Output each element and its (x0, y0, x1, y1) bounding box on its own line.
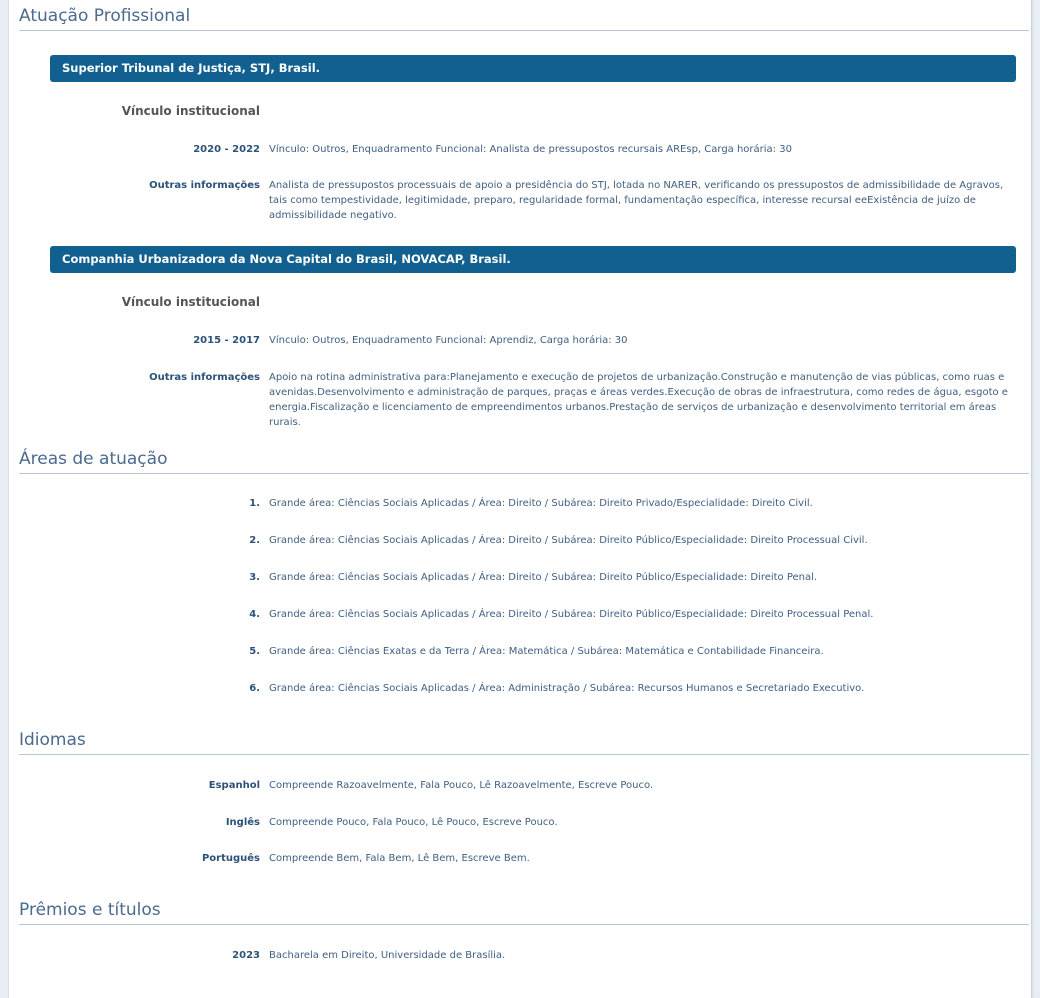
outras-text: Analista de pressupostos processuais de apoio a presidência do STJ, lotada no NARER, verificando os pressupostos de admissibilidade de Agravos, tais como tempestividade, legitimidade, preparo, regularidade formal, fundamentação específica, interesse recursal eeExistência de juízo de admissibilidade negativo. (269, 180, 1004, 221)
list-item-number: 3. (249, 572, 260, 583)
language-proficiency: Compreende Pouco, Fala Pouco, Lê Pouco, Escreve Pouco. (269, 817, 558, 828)
section-title-areas: Áreas de atuação (19, 448, 1029, 474)
award-text: Bacharela em Direito, Universidade de Brasília. (269, 950, 506, 961)
period-label: 2015 - 2017 (193, 335, 260, 346)
outras-label: Outras informações (149, 372, 260, 383)
list-item-number: 6. (249, 683, 260, 694)
section-title-premios: Prêmios e títulos (19, 899, 1029, 925)
language-name: Inglês (225, 817, 260, 828)
curriculum-page (8, 0, 1032, 998)
outras-text: Apoio na rotina administrativa para:Planejamento e execução de projetos de urbanização.Construção e manutenção de vias públicas, como ruas e avenidas.Desenvolvimento e administração de parques, praças e áreas verdes.Execução de obras de infraestrutura, como redes de água, esgoto e energia.Fiscalização e licenciamento de empreendimentos urbanos.Prestação de serviços de urbanização e desenvolvimento territorial em áreas rurais. (269, 372, 1008, 428)
vinculo-text: Vínculo: Outros, Enquadramento Funcional: Aprendiz, Carga horária: 30 (269, 335, 628, 346)
list-item-number: 4. (249, 609, 260, 620)
vinculo-label: Vínculo institucional (121, 104, 260, 118)
list-item-text: Grande área: Ciências Sociais Aplicadas / Área: Direito / Subárea: Direito Público/Especialidade: Direito Penal. (269, 572, 818, 583)
period-label: 2020 - 2022 (193, 144, 260, 155)
list-item-text: Grande área: Ciências Sociais Aplicadas / Área: Direito / Subárea: Direito Público/Especialidade: Direito Processual Penal. (269, 609, 874, 620)
institution-header-novacap: Companhia Urbanizadora da Nova Capital do Brasil, NOVACAP, Brasil. (50, 246, 1016, 273)
institution-header-stj: Superior Tribunal de Justiça, STJ, Brasil. (50, 55, 1016, 82)
language-name: Português (201, 853, 260, 864)
section-title-idiomas: Idiomas (19, 729, 1029, 755)
list-item-text: Grande área: Ciências Sociais Aplicadas / Área: Direito / Subárea: Direito Público/Especialidade: Direito Processual Civil. (269, 535, 868, 546)
list-item-text: Grande área: Ciências Sociais Aplicadas / Área: Direito / Subárea: Direito Privado/Especialidade: Direito Civil. (269, 498, 813, 509)
outras-label: Outras informações (149, 180, 260, 191)
language-name: Espanhol (208, 780, 260, 791)
list-item-number: 5. (249, 646, 260, 657)
list-item-number: 1. (249, 498, 260, 509)
list-item-text: Grande área: Ciências Sociais Aplicadas / Área: Administração / Subárea: Recursos Humanos e Secretariado Executivo. (269, 683, 865, 694)
section-title-atuacao: Atuação Profissional (19, 5, 1029, 31)
vinculo-label: Vínculo institucional (121, 295, 260, 309)
list-item-number: 2. (249, 535, 260, 546)
vinculo-text: Vínculo: Outros, Enquadramento Funcional: Analista de pressupostos recursais AREsp, Carga horária: 30 (269, 144, 792, 155)
language-proficiency: Compreende Razoavelmente, Fala Pouco, Lê Razoavelmente, Escreve Pouco. (269, 780, 654, 791)
award-year: 2023 (232, 950, 260, 961)
language-proficiency: Compreende Bem, Fala Bem, Lê Bem, Escreve Bem. (269, 853, 530, 864)
list-item-text: Grande área: Ciências Exatas e da Terra / Área: Matemática / Subárea: Matemática e Contabilidade Financeira. (269, 646, 824, 657)
